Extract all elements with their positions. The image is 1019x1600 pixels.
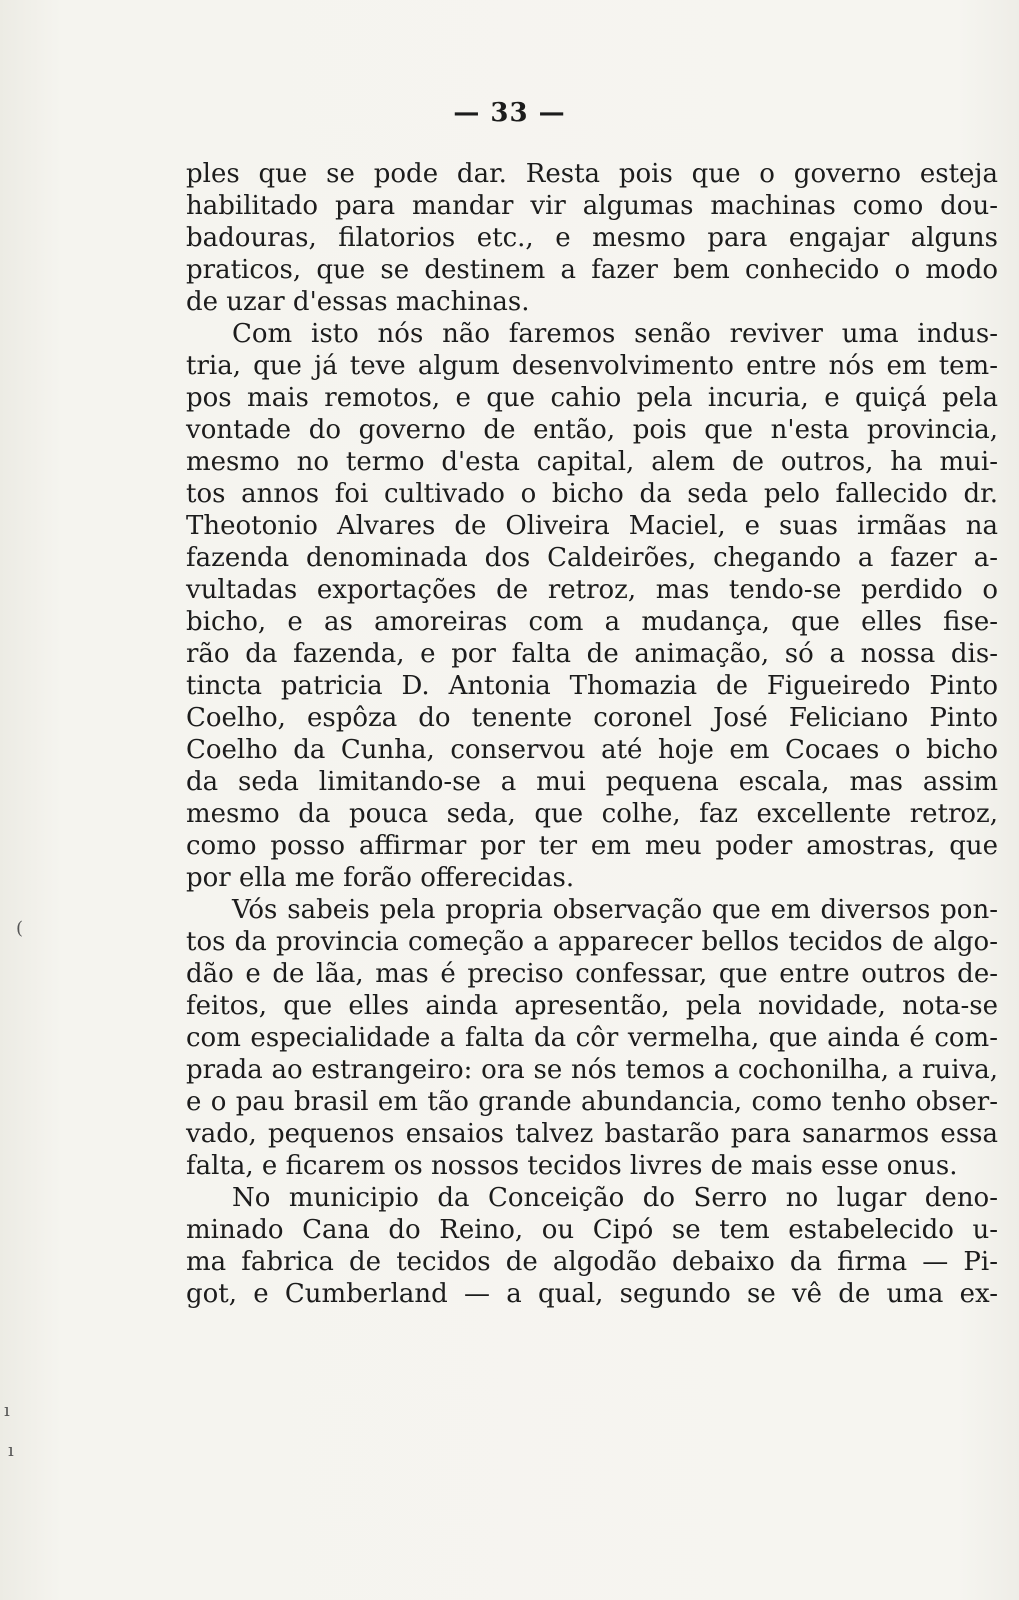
text-line: feitos, que elles ainda apresentão, pela novidade, nota-se bbox=[186, 991, 998, 1021]
text-line: vontade do governo de então, pois que n'esta provincia, bbox=[186, 415, 998, 445]
text-line: Vós sabeis pela propria observação que em diversos pon- bbox=[232, 895, 998, 925]
text-line: ples que se pode dar. Resta pois que o governo esteja bbox=[186, 159, 998, 189]
text-line: No municipio da Conceição do Serro no lugar deno- bbox=[232, 1183, 998, 1213]
text-line: tos da provincia começão a apparecer bellos tecidos de algo- bbox=[186, 927, 998, 957]
text-line: Theotonio Alvares de Oliveira Maciel, e suas irmãas na bbox=[186, 511, 998, 541]
paragraph bbox=[186, 158, 998, 318]
page-number: — 33 — bbox=[453, 98, 566, 128]
body-text bbox=[186, 158, 998, 1310]
text-line: bicho, e as amoreiras com a mudança, que elles fise- bbox=[186, 607, 998, 637]
text-line: dão e de lãa, mas é preciso confessar, que entre outros de- bbox=[186, 959, 998, 989]
margin-speck: ı bbox=[8, 1440, 14, 1461]
text-line: Coelho da Cunha, conservou até hoje em Cocaes o bicho bbox=[186, 735, 998, 765]
text-line: fazenda denominada dos Caldeirões, chegando a fazer a- bbox=[186, 543, 998, 573]
text-line: com especialidade a falta da côr vermelha, que ainda é com- bbox=[186, 1023, 998, 1053]
text-line: pos mais remotos, e que cahio pela incuria, e quiçá pela bbox=[186, 383, 998, 413]
text-line: Coelho, espôza do tenente coronel José Feliciano Pinto bbox=[186, 703, 998, 733]
paragraph bbox=[186, 894, 998, 1182]
text-line: prada ao estrangeiro: ora se nós temos a cochonilha, a ruiva, bbox=[186, 1055, 998, 1085]
text-line: vado, pequenos ensaios talvez bastarão para sanarmos essa bbox=[186, 1119, 998, 1149]
text-line: tincta patricia D. Antonia Thomazia de Figueiredo Pinto bbox=[186, 671, 998, 701]
text-line: como posso affirmar por ter em meu poder amostras, que bbox=[186, 831, 998, 861]
text-line: rão da fazenda, e por falta de animação, só a nossa dis- bbox=[186, 639, 998, 669]
paragraph bbox=[186, 1182, 998, 1310]
text-line: da seda limitando-se a mui pequena escala, mas assim bbox=[186, 767, 998, 797]
text-line: habilitado para mandar vir algumas machinas como dou- bbox=[186, 191, 998, 221]
margin-speck: ( bbox=[16, 918, 24, 939]
text-line: tos annos foi cultivado o bicho da seda pelo fallecido dr. bbox=[186, 479, 998, 509]
text-line: got, e Cumberland — a qual, segundo se vê de uma ex- bbox=[186, 1279, 998, 1309]
text-line: mesmo no termo d'esta capital, alem de outros, ha mui- bbox=[186, 447, 998, 477]
text-line: falta, e ficarem os nossos tecidos livres de mais esse onus. bbox=[186, 1151, 958, 1181]
margin-speck: ı bbox=[4, 1400, 10, 1421]
text-line: ma fabrica de tecidos de algodão debaixo da firma — Pi- bbox=[186, 1247, 998, 1277]
text-line: e o pau brasil em tão grande abundancia, como tenho obser- bbox=[186, 1087, 998, 1117]
text-line: mesmo da pouca seda, que colhe, faz excellente retroz, bbox=[186, 799, 998, 829]
text-line: minado Cana do Reino, ou Cipó se tem estabelecido u- bbox=[186, 1215, 998, 1245]
text-line: Com isto nós não faremos senão reviver uma indus- bbox=[232, 319, 998, 349]
text-line: badouras, filatorios etc., e mesmo para engajar alguns bbox=[186, 223, 998, 253]
text-line: tria, que já teve algum desenvolvimento entre nós em tem- bbox=[186, 351, 998, 381]
text-line: praticos, que se destinem a fazer bem conhecido o modo bbox=[186, 255, 998, 285]
text-line: por ella me forão offerecidas. bbox=[186, 863, 575, 893]
text-line: de uzar d'essas machinas. bbox=[186, 287, 530, 317]
text-line: vultadas exportações de retroz, mas tendo-se perdido o bbox=[186, 575, 998, 605]
paragraph bbox=[186, 318, 998, 894]
